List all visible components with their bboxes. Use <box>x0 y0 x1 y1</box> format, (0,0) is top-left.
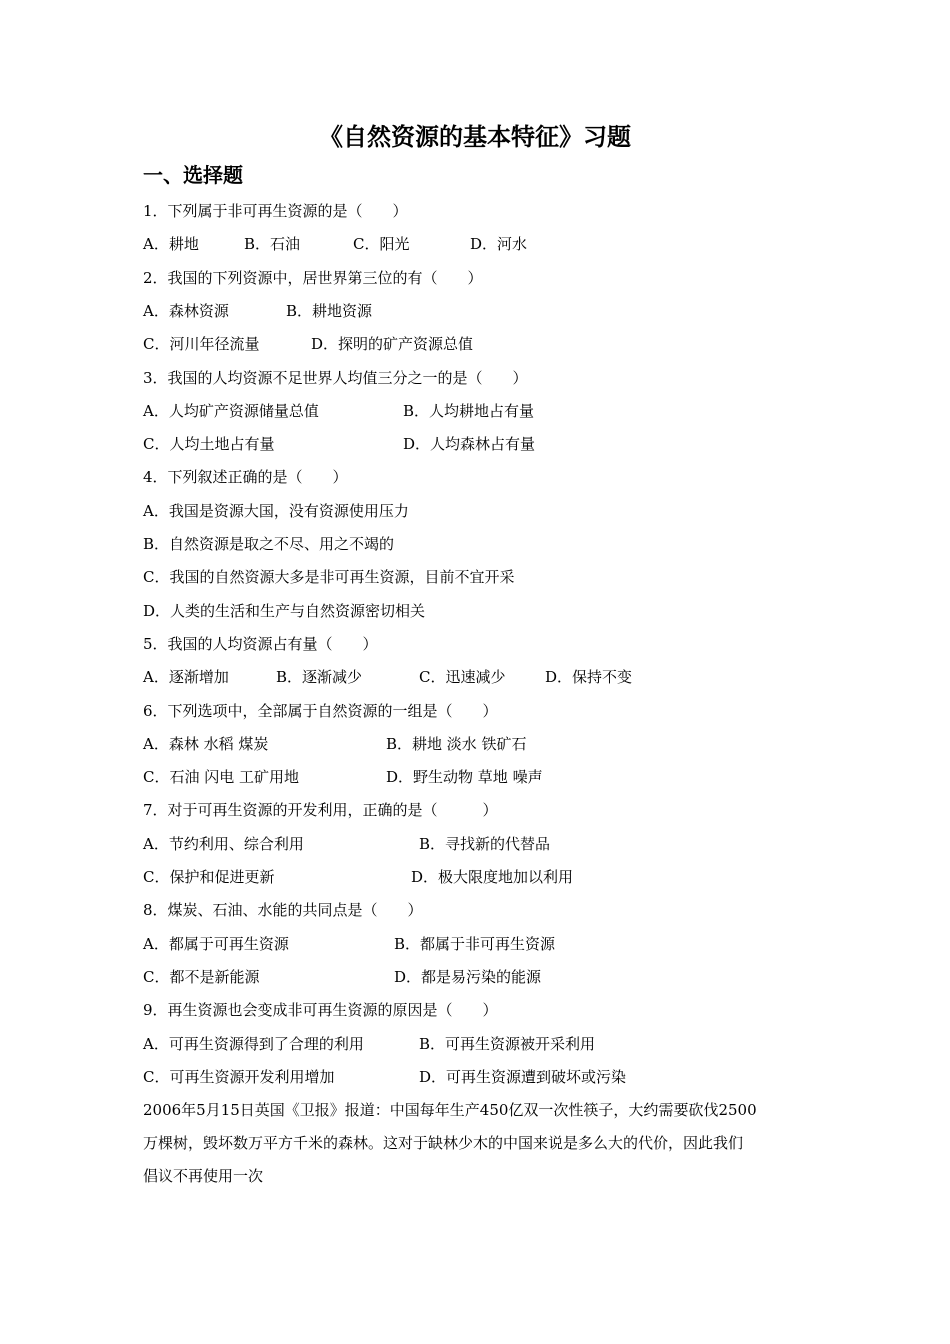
answer-option: C．都不是新能源 <box>143 967 260 986</box>
question-stem: 6．下列选项中，全部属于自然资源的一组是（ ） <box>143 701 498 720</box>
section-heading: 一、选择题 <box>143 163 243 187</box>
passage-line: 倡议不再使用一次 <box>143 1167 264 1186</box>
answer-option: C．保护和促进更新 <box>143 868 275 886</box>
answer-option: B．都属于非可再生资源 <box>394 934 556 953</box>
answer-option: B．人均耕地占有量 <box>403 401 535 420</box>
question-stem: 4．下列叙述正确的是（ ） <box>143 468 348 487</box>
answer-option: D．极大限度地加以利用 <box>411 868 574 886</box>
answer-option: C．可再生资源开发利用增加 <box>143 1067 335 1086</box>
answer-option: D．人类的生活和生产与自然资源密切相关 <box>143 601 426 620</box>
answer-option: B．可再生资源被开采利用 <box>419 1034 596 1053</box>
answer-option: A．都属于可再生资源 <box>143 934 289 953</box>
answer-option: B．寻找新的代替品 <box>419 834 551 853</box>
answer-option: A．逐渐增加 <box>143 668 229 687</box>
question-stem: 9．再生资源也会变成非可再生资源的原因是（ ） <box>143 1001 498 1020</box>
document-title: 《自然资源的基本特征》习题 <box>319 123 631 151</box>
answer-option: D．保持不变 <box>545 668 633 687</box>
answer-option: C．人均土地占有量 <box>143 435 275 454</box>
answer-option: C．迅速减少 <box>419 668 506 687</box>
answer-option: A．森林资源 <box>143 301 229 320</box>
answer-option: A．节约利用、综合利用 <box>143 834 304 853</box>
answer-option: A．森林 水稻 煤炭 <box>143 734 269 753</box>
question-stem: 7．对于可再生资源的开发利用，正确的是（ ） <box>143 801 498 820</box>
answer-option: D．可再生资源遭到破坏或污染 <box>419 1067 627 1086</box>
answer-option: A．耕地 <box>143 235 199 254</box>
answer-option: C．阳光 <box>353 235 410 254</box>
answer-option: D．河水 <box>470 235 528 254</box>
answer-option: B．逐渐减少 <box>276 668 363 687</box>
question-stem: 5．我国的人均资源占有量（ ） <box>143 634 378 653</box>
answer-option: A．可再生资源得到了合理的利用 <box>143 1034 364 1053</box>
question-stem: 8．煤炭、石油、水能的共同点是（ ） <box>143 901 423 920</box>
passage-line: 万棵树，毁坏数万平方千米的森林。这对于缺林少木的中国来说是多么大的代价，因此我们 <box>143 1134 744 1153</box>
answer-option: C．河川年径流量 <box>143 335 260 354</box>
passage-line: 2006年5月15日英国《卫报》报道：中国每年生产450亿双一次性筷子，大约需要砍伐2500 <box>143 1101 757 1120</box>
answer-option: A．人均矿产资源储量总值 <box>143 401 319 420</box>
answer-option: D．野生动物 草地 噪声 <box>386 768 543 787</box>
answer-option: C．石油 闪电 工矿用地 <box>143 768 300 787</box>
answer-option: A．我国是资源大国，没有资源使用压力 <box>143 501 409 520</box>
answer-option: D．都是易污染的能源 <box>394 967 542 986</box>
question-stem: 3．我国的人均资源不足世界人均值三分之一的是（ ） <box>143 368 528 387</box>
answer-option: B．石油 <box>244 235 301 254</box>
answer-option: D．人均森林占有量 <box>403 435 536 454</box>
answer-option: C．我国的自然资源大多是非可再生资源，目前不宜开采 <box>143 568 515 587</box>
answer-option: B．自然资源是取之不尽、用之不竭的 <box>143 535 395 553</box>
question-stem: 1．下列属于非可再生资源的是（ ） <box>143 202 408 220</box>
answer-option: B．耕地 淡水 铁矿石 <box>386 734 527 753</box>
question-stem: 2．我国的下列资源中，居世界第三位的有（ ） <box>143 268 483 287</box>
answer-option: D．探明的矿产资源总值 <box>311 335 474 354</box>
answer-option: B．耕地资源 <box>286 301 373 320</box>
